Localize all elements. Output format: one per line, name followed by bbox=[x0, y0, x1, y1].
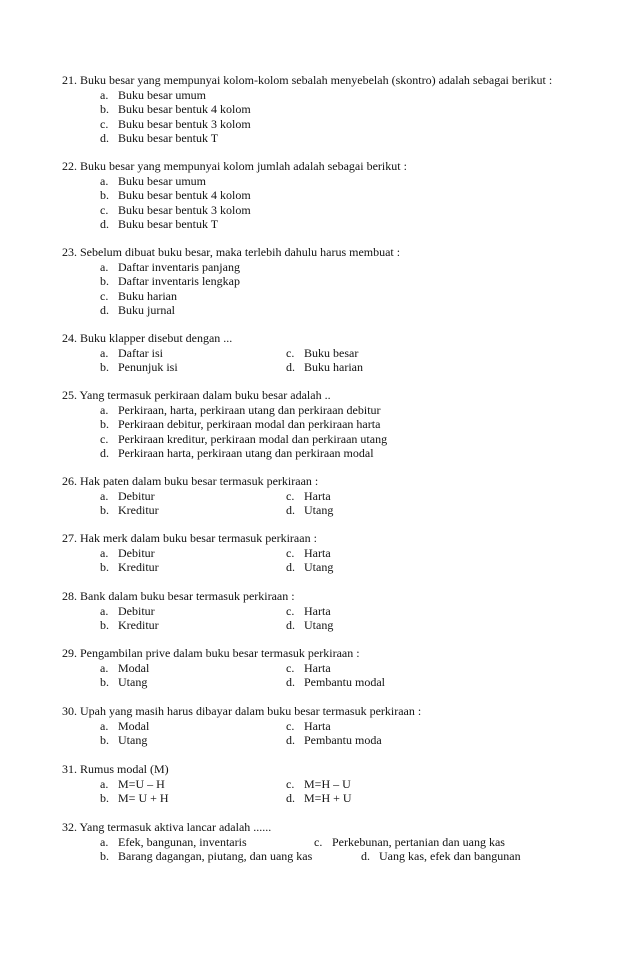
option-letter: d. bbox=[100, 131, 109, 145]
option-text: Kreditur bbox=[118, 503, 159, 517]
option-row bbox=[62, 217, 622, 232]
question-26 bbox=[62, 474, 622, 518]
option-letter: b. bbox=[100, 733, 109, 747]
option-text: Daftar inventaris lengkap bbox=[118, 274, 240, 288]
option-letter: b. bbox=[100, 360, 109, 374]
answer-option bbox=[100, 117, 251, 132]
answer-option bbox=[286, 604, 331, 619]
option-text: Daftar inventaris panjang bbox=[118, 259, 240, 274]
option-row bbox=[62, 174, 622, 189]
option-row bbox=[62, 675, 622, 690]
question-32 bbox=[62, 820, 622, 864]
answer-option bbox=[100, 604, 155, 619]
option-text: Buku harian bbox=[118, 288, 177, 303]
answer-option bbox=[100, 403, 381, 418]
question-29 bbox=[62, 646, 622, 690]
option-text: Harta bbox=[304, 488, 331, 503]
option-text: Utang bbox=[304, 503, 334, 517]
option-text: Harta bbox=[304, 603, 331, 618]
option-row bbox=[62, 503, 622, 518]
option-letter: c. bbox=[286, 776, 295, 791]
option-row bbox=[62, 274, 622, 289]
option-row bbox=[62, 661, 622, 676]
option-text: Perkiraan, harta, perkiraan utang dan perkiraan debitur bbox=[118, 402, 381, 417]
option-text: Utang bbox=[304, 560, 334, 574]
option-letter: c. bbox=[286, 660, 295, 675]
option-letter: a. bbox=[100, 834, 109, 849]
answer-option bbox=[286, 503, 333, 518]
question-stem: 31. Rumus modal (M) bbox=[62, 762, 169, 776]
option-text: Utang bbox=[304, 618, 334, 632]
option-letter: a. bbox=[100, 345, 109, 360]
option-letter: c. bbox=[100, 202, 109, 217]
option-row bbox=[62, 791, 622, 806]
option-letter: c. bbox=[286, 603, 295, 618]
answer-option bbox=[100, 203, 251, 218]
answer-option bbox=[286, 346, 358, 361]
answer-option bbox=[286, 719, 331, 734]
question-22 bbox=[62, 159, 622, 232]
option-text: Harta bbox=[304, 718, 331, 733]
answer-option bbox=[100, 174, 206, 189]
option-row bbox=[62, 546, 622, 561]
option-row bbox=[62, 849, 622, 864]
option-letter: a. bbox=[100, 545, 109, 560]
option-letter: d. bbox=[286, 675, 295, 689]
option-text: Kreditur bbox=[118, 560, 159, 574]
option-letter: d. bbox=[286, 560, 295, 574]
answer-option bbox=[100, 661, 149, 676]
question-stem: 27. Hak merk dalam buku besar termasuk perkiraan : bbox=[62, 531, 317, 545]
question-stem: 32. Yang termasuk aktiva lancar adalah ...... bbox=[62, 820, 272, 834]
option-letter: d. bbox=[286, 733, 295, 747]
answer-option bbox=[100, 446, 374, 461]
question-31 bbox=[62, 762, 622, 806]
option-letter: c. bbox=[314, 834, 323, 849]
option-letter: a. bbox=[100, 402, 109, 417]
option-letter: c. bbox=[100, 288, 109, 303]
option-letter: c. bbox=[286, 718, 295, 733]
answer-option bbox=[100, 346, 163, 361]
option-text: M=H – U bbox=[304, 776, 351, 791]
option-text: M=H + U bbox=[304, 791, 352, 805]
option-text: Utang bbox=[118, 733, 148, 747]
option-letter: d. bbox=[286, 360, 295, 374]
option-text: Buku jurnal bbox=[118, 303, 175, 317]
option-letter: a. bbox=[100, 488, 109, 503]
option-row bbox=[62, 618, 622, 633]
option-letter: b. bbox=[100, 849, 109, 863]
option-row bbox=[62, 733, 622, 748]
option-letter: d. bbox=[100, 303, 109, 317]
option-letter: c. bbox=[286, 345, 295, 360]
answer-option bbox=[286, 661, 331, 676]
option-text: Debitur bbox=[118, 488, 155, 503]
option-row bbox=[62, 131, 622, 146]
option-letter: b. bbox=[100, 417, 109, 431]
option-text: M= U + H bbox=[118, 791, 169, 805]
answer-option bbox=[100, 274, 240, 289]
answer-option bbox=[286, 560, 333, 575]
option-row bbox=[62, 417, 622, 432]
option-text: Perkebunan, pertanian dan uang kas bbox=[332, 834, 505, 849]
option-letter: c. bbox=[286, 488, 295, 503]
answer-option bbox=[100, 102, 251, 117]
option-text: Buku besar umum bbox=[118, 87, 206, 102]
answer-option bbox=[100, 835, 247, 850]
answer-option bbox=[100, 260, 240, 275]
answer-option bbox=[100, 289, 177, 304]
option-text: Kreditur bbox=[118, 618, 159, 632]
option-text: Perkiraan debitur, perkiraan modal dan perkiraan harta bbox=[118, 417, 381, 431]
option-text: Utang bbox=[118, 675, 148, 689]
question-stem: 21. Buku besar yang mempunyai kolom-kolom sebalah menyebelah (skontro) adalah sebagai berikut : bbox=[62, 73, 553, 87]
answer-option bbox=[100, 546, 155, 561]
option-letter: d. bbox=[100, 217, 109, 231]
option-letter: b. bbox=[100, 274, 109, 288]
question-stem: 30. Upah yang masih harus dibayar dalam buku besar termasuk perkiraan : bbox=[62, 704, 422, 718]
answer-option bbox=[100, 719, 149, 734]
answer-option bbox=[286, 546, 331, 561]
option-letter: a. bbox=[100, 259, 109, 274]
option-letter: a. bbox=[100, 718, 109, 733]
answer-option bbox=[286, 777, 351, 792]
option-letter: c. bbox=[100, 431, 109, 446]
option-row bbox=[62, 88, 622, 103]
option-letter: d. bbox=[361, 849, 370, 863]
option-row bbox=[62, 260, 622, 275]
option-row bbox=[62, 432, 622, 447]
option-letter: b. bbox=[100, 675, 109, 689]
option-text: Buku besar umum bbox=[118, 173, 206, 188]
option-letter: a. bbox=[100, 603, 109, 618]
answer-option bbox=[314, 835, 505, 850]
answer-option bbox=[286, 360, 363, 375]
question-stem: 24. Buku klapper disebut dengan ... bbox=[62, 331, 233, 345]
option-text: Buku besar bbox=[304, 345, 359, 360]
option-letter: b. bbox=[100, 188, 109, 202]
option-text: Buku besar bentuk 4 kolom bbox=[118, 188, 251, 202]
option-text: Buku besar bentuk 3 kolom bbox=[118, 202, 251, 217]
option-text: Daftar isi bbox=[118, 345, 163, 360]
option-row bbox=[62, 289, 622, 304]
option-text: Buku besar bentuk 3 kolom bbox=[118, 116, 251, 131]
option-text: Perkiraan kreditur, perkiraan modal dan perkiraan utang bbox=[118, 431, 388, 446]
answer-option bbox=[286, 489, 331, 504]
option-text: Pembantu modal bbox=[304, 675, 385, 689]
option-text: Perkiraan harta, perkiraan utang dan perkiraan modal bbox=[118, 446, 374, 460]
answer-option bbox=[100, 618, 159, 633]
option-text: Buku besar bentuk 4 kolom bbox=[118, 102, 251, 116]
answer-option bbox=[100, 188, 251, 203]
question-23 bbox=[62, 245, 622, 318]
option-row bbox=[62, 489, 622, 504]
answer-option bbox=[100, 88, 206, 103]
option-text: Barang dagangan, piutang, dan uang kas bbox=[118, 849, 313, 863]
question-21 bbox=[62, 73, 622, 146]
answer-option bbox=[100, 417, 380, 432]
question-stem: 25. Yang termasuk perkiraan dalam buku besar adalah .. bbox=[62, 388, 331, 402]
option-row bbox=[62, 303, 622, 318]
answer-option bbox=[100, 560, 159, 575]
option-letter: c. bbox=[286, 545, 295, 560]
option-row bbox=[62, 777, 622, 792]
option-row bbox=[62, 360, 622, 375]
option-letter: a. bbox=[100, 87, 109, 102]
option-text: Uang kas, efek dan bangunan bbox=[379, 849, 521, 863]
option-letter: b. bbox=[100, 503, 109, 517]
option-letter: b. bbox=[100, 102, 109, 116]
answer-option bbox=[100, 360, 178, 375]
question-stem: 26. Hak paten dalam buku besar termasuk perkiraan : bbox=[62, 474, 319, 488]
option-text: Efek, bangunan, inventaris bbox=[118, 834, 247, 849]
option-row bbox=[62, 346, 622, 361]
option-letter: a. bbox=[100, 660, 109, 675]
option-text: Debitur bbox=[118, 603, 155, 618]
option-letter: d. bbox=[100, 446, 109, 460]
answer-option bbox=[100, 131, 218, 146]
option-letter: c. bbox=[100, 116, 109, 131]
answer-option bbox=[100, 849, 312, 864]
option-letter: b. bbox=[100, 560, 109, 574]
option-letter: d. bbox=[286, 618, 295, 632]
question-stem: 28. Bank dalam buku besar termasuk perkiraan : bbox=[62, 589, 295, 603]
question-27 bbox=[62, 531, 622, 575]
option-text: Buku harian bbox=[304, 360, 363, 374]
option-text: Modal bbox=[118, 718, 150, 733]
option-text: Buku besar bentuk T bbox=[118, 131, 219, 145]
question-stem: 29. Pengambilan prive dalam buku besar termasuk perkiraan : bbox=[62, 646, 360, 660]
answer-option bbox=[100, 503, 159, 518]
option-row bbox=[62, 835, 622, 850]
option-row bbox=[62, 446, 622, 461]
option-letter: a. bbox=[100, 173, 109, 188]
option-text: Modal bbox=[118, 660, 150, 675]
option-letter: d. bbox=[286, 503, 295, 517]
option-letter: a. bbox=[100, 776, 109, 791]
option-row bbox=[62, 604, 622, 619]
answer-option bbox=[100, 733, 147, 748]
answer-option bbox=[286, 675, 385, 690]
option-row bbox=[62, 117, 622, 132]
option-text: Pembantu moda bbox=[304, 733, 382, 747]
answer-option bbox=[100, 675, 147, 690]
option-text: Debitur bbox=[118, 545, 155, 560]
answer-option bbox=[286, 618, 333, 633]
option-text: Buku besar bentuk T bbox=[118, 217, 219, 231]
answer-option bbox=[286, 733, 382, 748]
option-text: Penunjuk isi bbox=[118, 360, 178, 374]
option-text: Harta bbox=[304, 545, 331, 560]
option-text: M=U – H bbox=[118, 776, 165, 791]
option-row bbox=[62, 203, 622, 218]
answer-option bbox=[100, 791, 169, 806]
answer-option bbox=[286, 791, 352, 806]
question-stem: 23. Sebelum dibuat buku besar, maka terlebih dahulu harus membuat : bbox=[62, 245, 401, 259]
option-text: Harta bbox=[304, 660, 331, 675]
option-row bbox=[62, 102, 622, 117]
answer-option bbox=[100, 217, 218, 232]
answer-option bbox=[100, 432, 387, 447]
answer-option bbox=[100, 489, 155, 504]
question-stem: 22. Buku besar yang mempunyai kolom jumlah adalah sebagai berikut : bbox=[62, 159, 407, 173]
answer-option bbox=[361, 849, 521, 864]
option-row bbox=[62, 560, 622, 575]
question-25 bbox=[62, 388, 622, 461]
answer-option bbox=[100, 777, 165, 792]
option-letter: d. bbox=[286, 791, 295, 805]
option-row bbox=[62, 403, 622, 418]
question-28 bbox=[62, 589, 622, 633]
question-24 bbox=[62, 331, 622, 375]
option-letter: b. bbox=[100, 618, 109, 632]
question-30 bbox=[62, 704, 622, 748]
option-row bbox=[62, 188, 622, 203]
option-row bbox=[62, 719, 622, 734]
answer-option bbox=[100, 303, 175, 318]
option-letter: b. bbox=[100, 791, 109, 805]
